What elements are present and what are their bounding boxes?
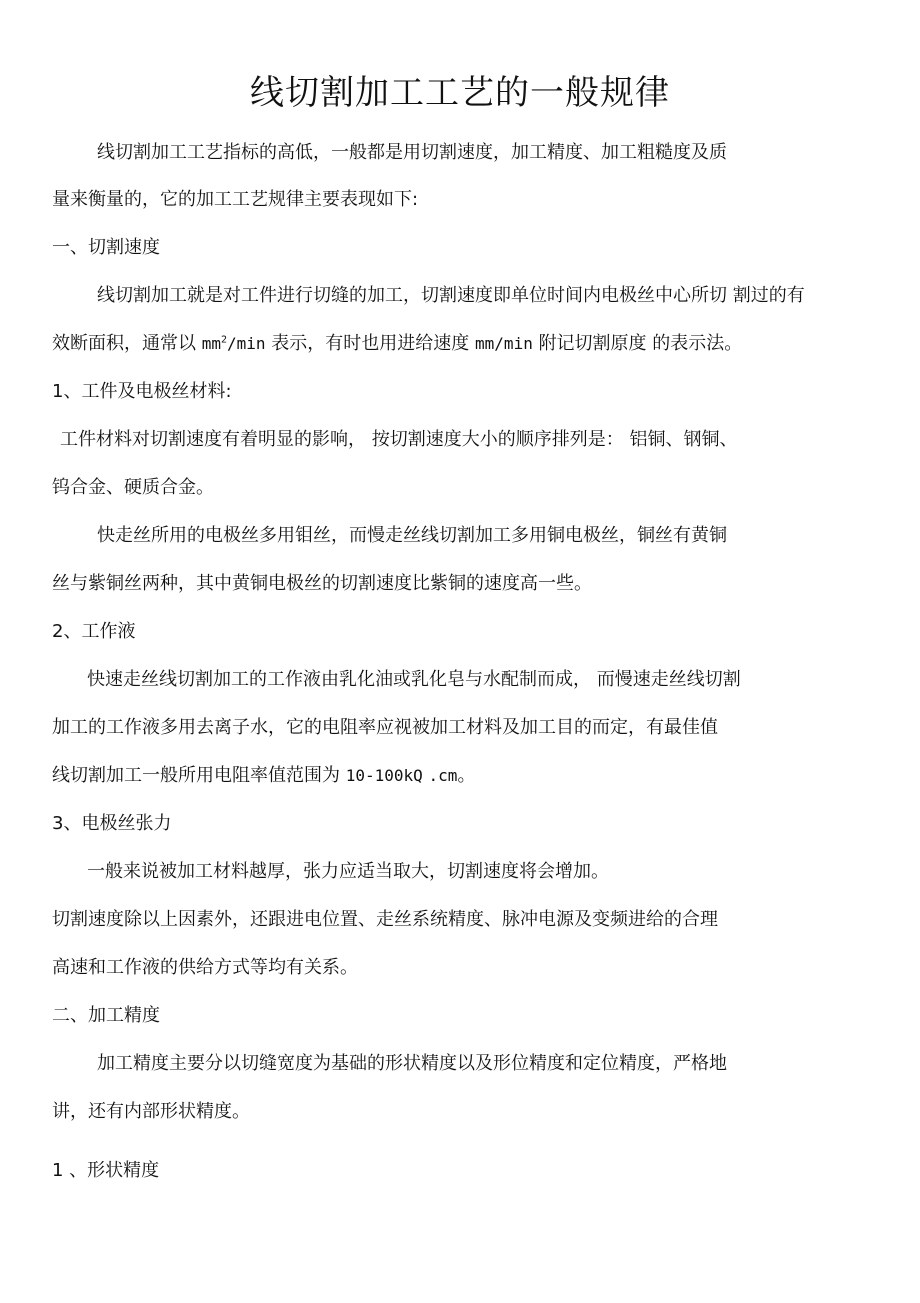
unit-text xyxy=(202,334,266,353)
text-span: 线切割加工一般所用电阻率值范围为 xyxy=(52,765,340,786)
paragraph-line: 高速和工作液的供给方式等均有关系。 xyxy=(52,957,358,978)
paragraph-line: 量来衡量的，它的加工工艺规律主要表现如下: xyxy=(52,189,419,210)
paragraph-line: 线切割加工就是对工件进行切缝的加工，切割速度即单位时间内电极丝中心所切 割过的有 xyxy=(97,285,805,306)
unit-text: mm xyxy=(201,334,221,353)
paragraph-line xyxy=(52,331,742,357)
value-text: 10-100kQ xyxy=(345,766,423,785)
subsection-heading: 1 、形状精度 xyxy=(52,1160,160,1181)
subsection-heading: 2、工作液 xyxy=(52,621,136,642)
text-span: 附记切割原度 的表示法。 xyxy=(538,333,743,354)
superscript: 2 xyxy=(221,334,228,346)
paragraph-line: 钨合金、硬质合金。 xyxy=(52,477,214,498)
text-span: 表示，有时也用进给速度 xyxy=(271,333,470,354)
section-heading: 一、切割速度 xyxy=(52,237,160,258)
paragraph-line: 一般来说被加工材料越厚，张力应适当取大，切割速度将会增加。 xyxy=(87,861,609,882)
paragraph-line: 加工的工作液多用去离子水，它的电阻率应视被加工材料及加工目的而定，有最佳值 xyxy=(52,717,718,738)
paragraph-line: 快走丝所用的电极丝多用钼丝，而慢走丝线切割加工多用铜电极丝，铜丝有黄铜 xyxy=(97,525,727,546)
paragraph-line: 讲，还有内部形状精度。 xyxy=(52,1101,250,1122)
paragraph-line: 加工精度主要分以切缝宽度为基础的形状精度以及形位精度和定位精度，严格地 xyxy=(97,1053,727,1074)
paragraph-line: 切割速度除以上因素外，还跟进电位置、走丝系统精度、脉冲电源及变频进给的合理 xyxy=(52,909,718,930)
section-heading: 二、加工精度 xyxy=(52,1005,160,1026)
paragraph-line: 工件材料对切割速度有着明显的影响， 按切割速度大小的顺序排列是： 铝铜、钢铜、 xyxy=(60,429,738,450)
text-span: 效断面积，通常以 xyxy=(52,333,196,354)
subsection-heading: 1、工件及电极丝材料: xyxy=(52,381,232,402)
unit-text: .cm xyxy=(428,766,458,785)
paragraph-line: 快速走丝线切割加工的工作液由乳化油或乳化皂与水配制而成， 而慢速走丝线切割 xyxy=(87,669,741,690)
unit-text: /min xyxy=(227,334,266,353)
subsection-heading: 3、电极丝张力 xyxy=(52,813,172,834)
paragraph-line: 线切割加工工艺指标的高低，一般都是用切割速度，加工精度、加工粗糙度及质 xyxy=(97,142,727,163)
paragraph-line xyxy=(52,763,475,789)
document-title: 线切割加工工艺的一般规律 xyxy=(250,73,670,113)
unit-text: mm/min xyxy=(475,334,533,353)
paragraph-line: 丝与紫铜丝两种，其中黄铜电极丝的切割速度比紫铜的速度高一些。 xyxy=(52,573,592,594)
text-span: 。 xyxy=(457,765,476,786)
